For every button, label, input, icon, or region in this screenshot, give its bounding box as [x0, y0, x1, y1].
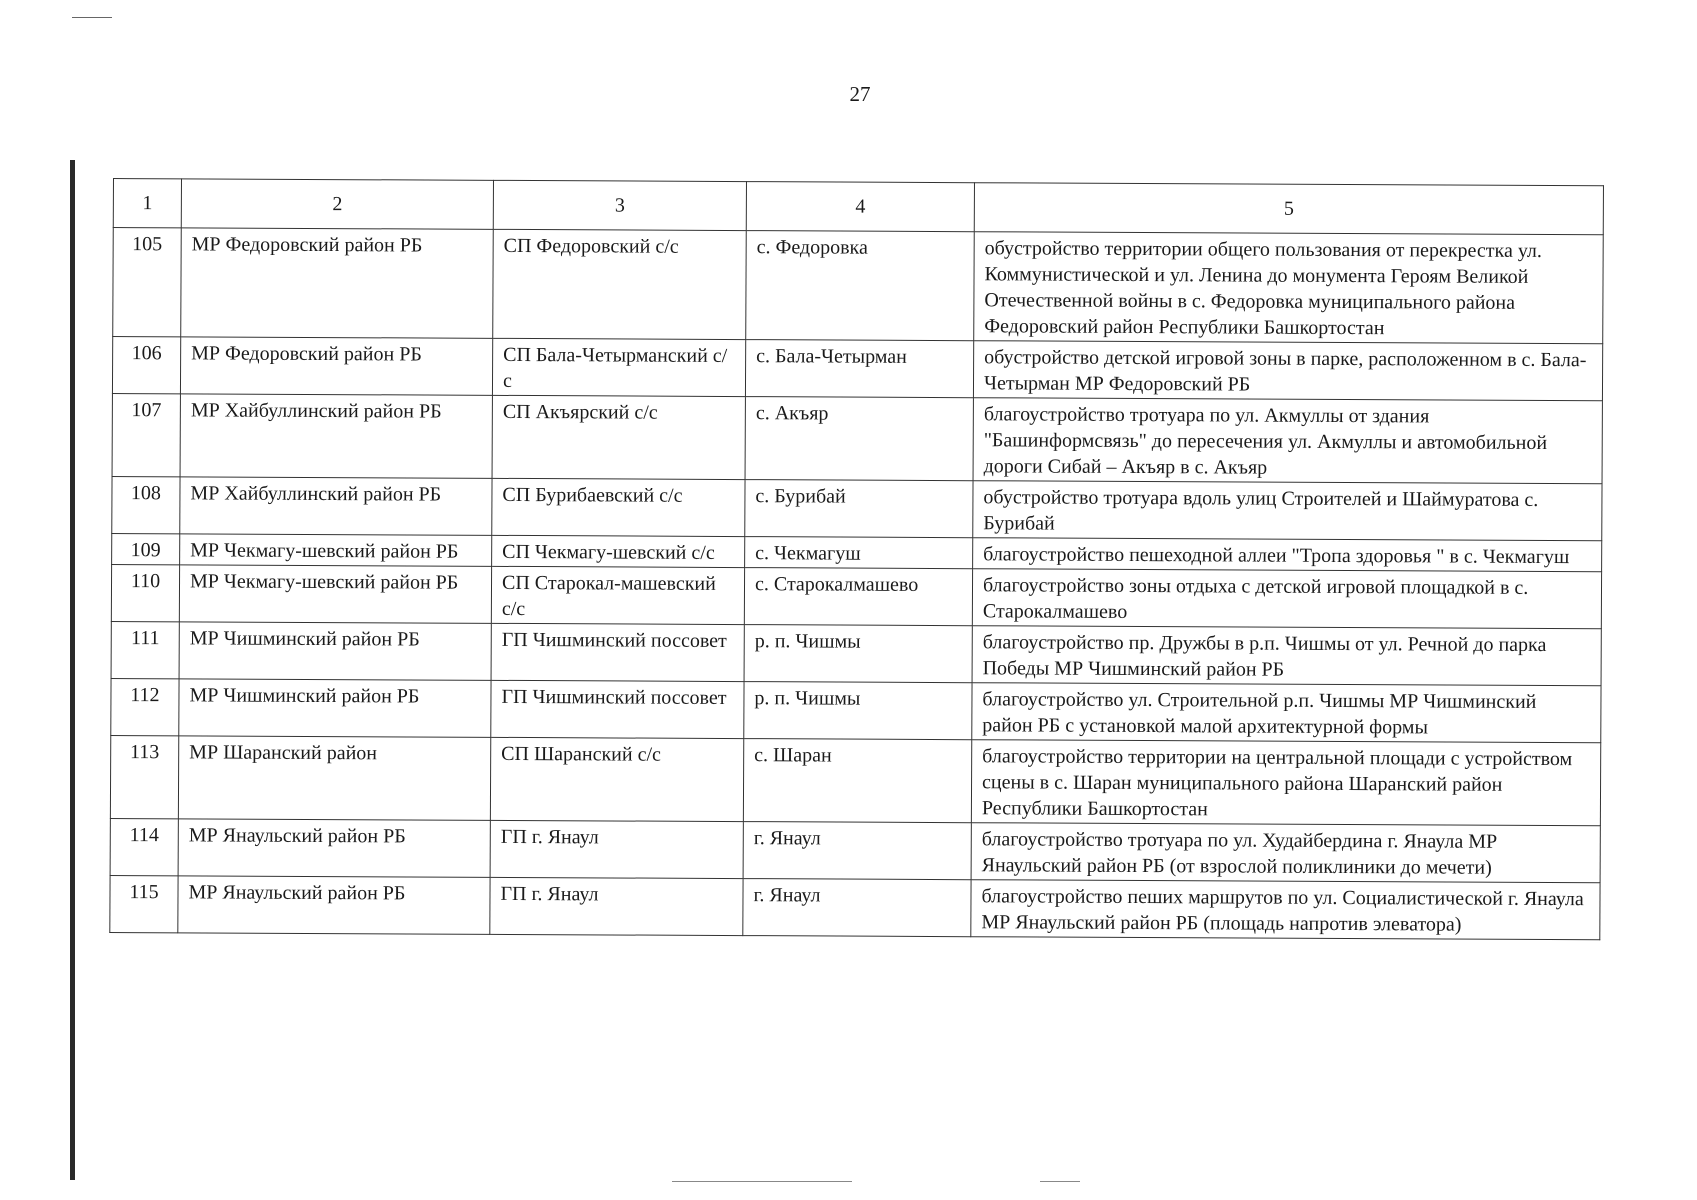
description-cell: благоустройство пеших маршрутов по ул. Социалистической г. Янаула МР Янаульский район РБ (площадь напротив элеватора)	[971, 880, 1600, 940]
locality-cell: г. Янаул	[743, 879, 971, 937]
settlement-cell: СП Акъярский с/с	[492, 395, 745, 479]
district-cell: МР Федоровский район РБ	[180, 337, 492, 396]
column-header: 1	[113, 179, 181, 228]
table-row	[110, 818, 1600, 882]
table-body	[110, 179, 1604, 940]
locality-cell: р. п. Чишмы	[744, 625, 972, 683]
settlement-cell: ГП г. Янаул	[490, 820, 743, 878]
scan-artifact-bottom	[1040, 1181, 1080, 1182]
district-cell: МР Янаульский район РБ	[178, 876, 490, 935]
column-header: 5	[974, 183, 1603, 235]
description-cell: благоустройство ул. Строительной р.п. Чишмы МР Чишминский район РБ с установкой малой архитектурной формы	[972, 683, 1601, 743]
table-row	[112, 393, 1602, 483]
district-cell: МР Хайбуллинский район РБ	[180, 477, 492, 536]
locality-cell: с. Федоровка	[746, 231, 975, 341]
district-cell: МР Чекмагу-шевский район РБ	[179, 565, 491, 624]
settlement-cell: СП Старокал-машевский с/с	[491, 566, 744, 624]
scan-artifact-bottom	[672, 1181, 852, 1182]
page-number: 27	[849, 82, 871, 106]
settlement-cell: ГП г. Янаул	[490, 877, 743, 935]
description-cell: благоустройство пешеходной аллеи "Тропа здоровья " в с. Чекмагуш	[973, 538, 1602, 572]
row-number-cell: 105	[113, 228, 182, 337]
district-cell: МР Янаульский район РБ	[178, 819, 490, 878]
settlement-cell: ГП Чишминский поссовет	[491, 623, 744, 681]
settlement-cell: СП Бурибаевский с/с	[492, 478, 745, 536]
locality-cell: с. Акъяр	[745, 397, 973, 481]
district-cell: МР Чекмагу-шевский район РБ	[180, 534, 492, 567]
description-cell: обустройство территории общего пользования от перекрестка ул. Коммунистической и ул. Ленина до монумента Героям Великой Отечественной войны в с. Федоровка муниципального района Федоровский район Республики Башкортостан	[974, 232, 1604, 344]
table-row	[112, 476, 1602, 540]
district-cell: МР Федоровский район РБ	[181, 228, 494, 339]
row-number-cell: 109	[112, 533, 180, 564]
settlement-cell: СП Шаранский с/с	[490, 737, 743, 821]
description-cell: благоустройство тротуара по ул. Акмуллы от здания "Башинформсвязь" до пересечения ул. Акмуллы и автомобильной дороги Сибай – Акъяр в с. Акъяр	[973, 398, 1602, 484]
district-cell: МР Чишминский район РБ	[179, 622, 491, 681]
column-header: 2	[181, 179, 493, 230]
table-row	[111, 564, 1601, 628]
description-cell: обустройство детской игровой зоны в парке, расположенном в с. Бала-Четырман МР Федоровский РБ	[973, 341, 1602, 401]
locality-cell: г. Янаул	[743, 822, 971, 880]
row-number-cell: 106	[112, 337, 180, 394]
row-number-cell: 111	[111, 621, 179, 678]
row-number-cell: 114	[110, 818, 178, 875]
table-row	[110, 735, 1600, 825]
table-row	[113, 228, 1604, 344]
scan-artifact-top	[72, 17, 112, 18]
row-number-cell: 112	[111, 678, 179, 735]
locality-cell: с. Бурибай	[745, 480, 973, 538]
locality-cell: с. Чекмагуш	[745, 537, 973, 569]
row-number-cell: 115	[110, 875, 178, 932]
locality-cell: с. Шаран	[743, 739, 971, 823]
scan-artifact-left-edge	[70, 160, 75, 1180]
settlement-cell: ГП Чишминский поссовет	[491, 680, 744, 738]
column-header: 4	[746, 182, 974, 232]
description-cell: благоустройство тротуара по ул. Худайбердина г. Янаула МР Янаульский район РБ (от взрослой поликлиники до мечети)	[971, 823, 1600, 883]
locality-cell: с. Старокалмашево	[744, 568, 972, 626]
locality-cell: с. Бала-Четырман	[745, 340, 973, 398]
data-table	[109, 178, 1604, 940]
row-number-cell: 113	[110, 735, 178, 818]
table-row	[110, 875, 1600, 939]
description-cell: благоустройство территории на центральной площади с устройством сцены в с. Шаран муниципального района Шаранский район Республики Башкортостан	[971, 740, 1600, 826]
row-number-cell: 110	[111, 564, 179, 621]
district-cell: МР Чишминский район РБ	[179, 679, 491, 738]
column-header: 3	[493, 180, 746, 230]
locality-cell: р. п. Чишмы	[744, 682, 972, 740]
description-cell: благоустройство пр. Дружбы в р.п. Чишмы от ул. Речной до парка Победы МР Чишминский район РБ	[972, 626, 1601, 686]
district-cell: МР Шаранский район	[178, 736, 490, 821]
description-cell: обустройство тротуара вдоль улиц Строителей и Шаймуратова с. Бурибай	[973, 481, 1602, 541]
row-number-cell: 108	[112, 476, 180, 533]
table-row	[111, 678, 1601, 742]
description-cell: благоустройство зоны отдыха с детской игровой площадкой в с. Старокалмашево	[972, 569, 1601, 629]
table-row	[112, 337, 1602, 401]
table-row	[111, 621, 1601, 685]
settlement-cell: СП Бала-Четырманский с/с	[492, 338, 745, 396]
settlement-cell: СП Чекмагу-шевский с/с	[492, 535, 745, 567]
settlement-cell: СП Федоровский с/с	[493, 229, 747, 339]
row-number-cell: 107	[112, 393, 180, 476]
header-row	[113, 179, 1603, 235]
district-cell: МР Хайбуллинский район РБ	[180, 394, 492, 479]
